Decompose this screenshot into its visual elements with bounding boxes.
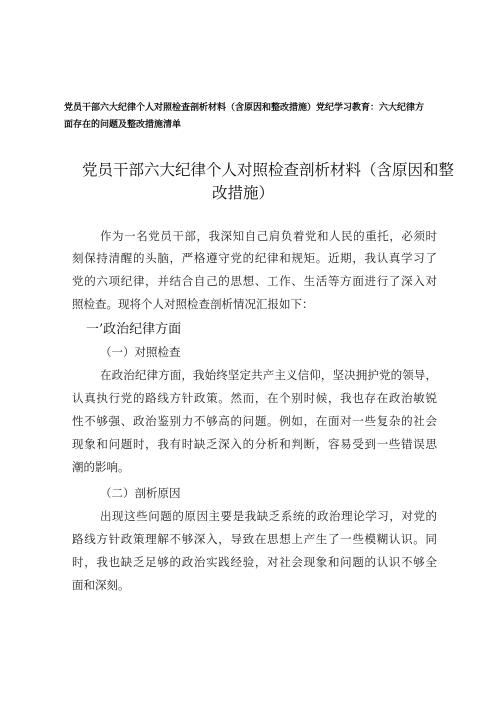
check-line-1: 在政治纪律方面，我始终坚定共产主义信仰，坚决拥护党的领导， [100, 368, 437, 382]
intro-line-1: 作为一名党员干部，我深知自己肩负着党和人民的重托，必须时 [100, 229, 437, 243]
cause-line-4: 面和深刻。 [72, 578, 130, 592]
cause-line-2: 路线方针政策理解不够深入，导致在思想上产生了一些模糊认识。同 [72, 532, 437, 546]
subheading-cause: （二）剖析原因 [100, 486, 181, 500]
cause-line-1: 出现这些问题的原因主要是我缺乏系统的政治理论学习，对党的 [100, 509, 437, 523]
check-line-5: 潮的影响。 [72, 460, 130, 474]
cause-line-3: 时，我也缺乏足够的政治实践经验，对社会现象和问题的认识不够全 [72, 555, 437, 569]
intro-line-2: 刻保持清醒的头脑，严格遵守党的纪律和规矩。近期，我认真学习了 [72, 251, 437, 265]
check-line-3: 性不够强、政治鉴别力不够高的问题。例如，在面对一些复杂的社会 [72, 414, 437, 428]
check-line-2: 认真执行党的路线方针政策。然而，在个别时候，我也存在政治敏锐 [72, 391, 437, 405]
header-line-2: 面存在的问题及整改措施清单 [64, 120, 182, 130]
section-heading: 一’政治纪律方面 [86, 322, 182, 337]
check-line-4: 现象和问题时，我有时缺乏深入的分析和判断，容易受到一些错误思 [72, 437, 437, 451]
subheading-check: （一）对照检查 [100, 345, 181, 359]
doc-title-line-2: 改措施） [212, 184, 275, 202]
header-line-1: 党员干部六大纪律个人对照检查剖析材料（含原因和整改措施）党纪学习教育：六大纪律方 [64, 103, 425, 113]
intro-line-3: 党的六项纪律，并结合自己的思想、工作、生活等方面进行了深入对 [72, 274, 437, 288]
doc-title-line-1: 党员干部六大纪律个人对照检查剖析材料（含原因和整 [82, 161, 455, 179]
intro-line-4: 照检查。现将个人对照检查剖析情况汇报如下： [72, 297, 314, 311]
